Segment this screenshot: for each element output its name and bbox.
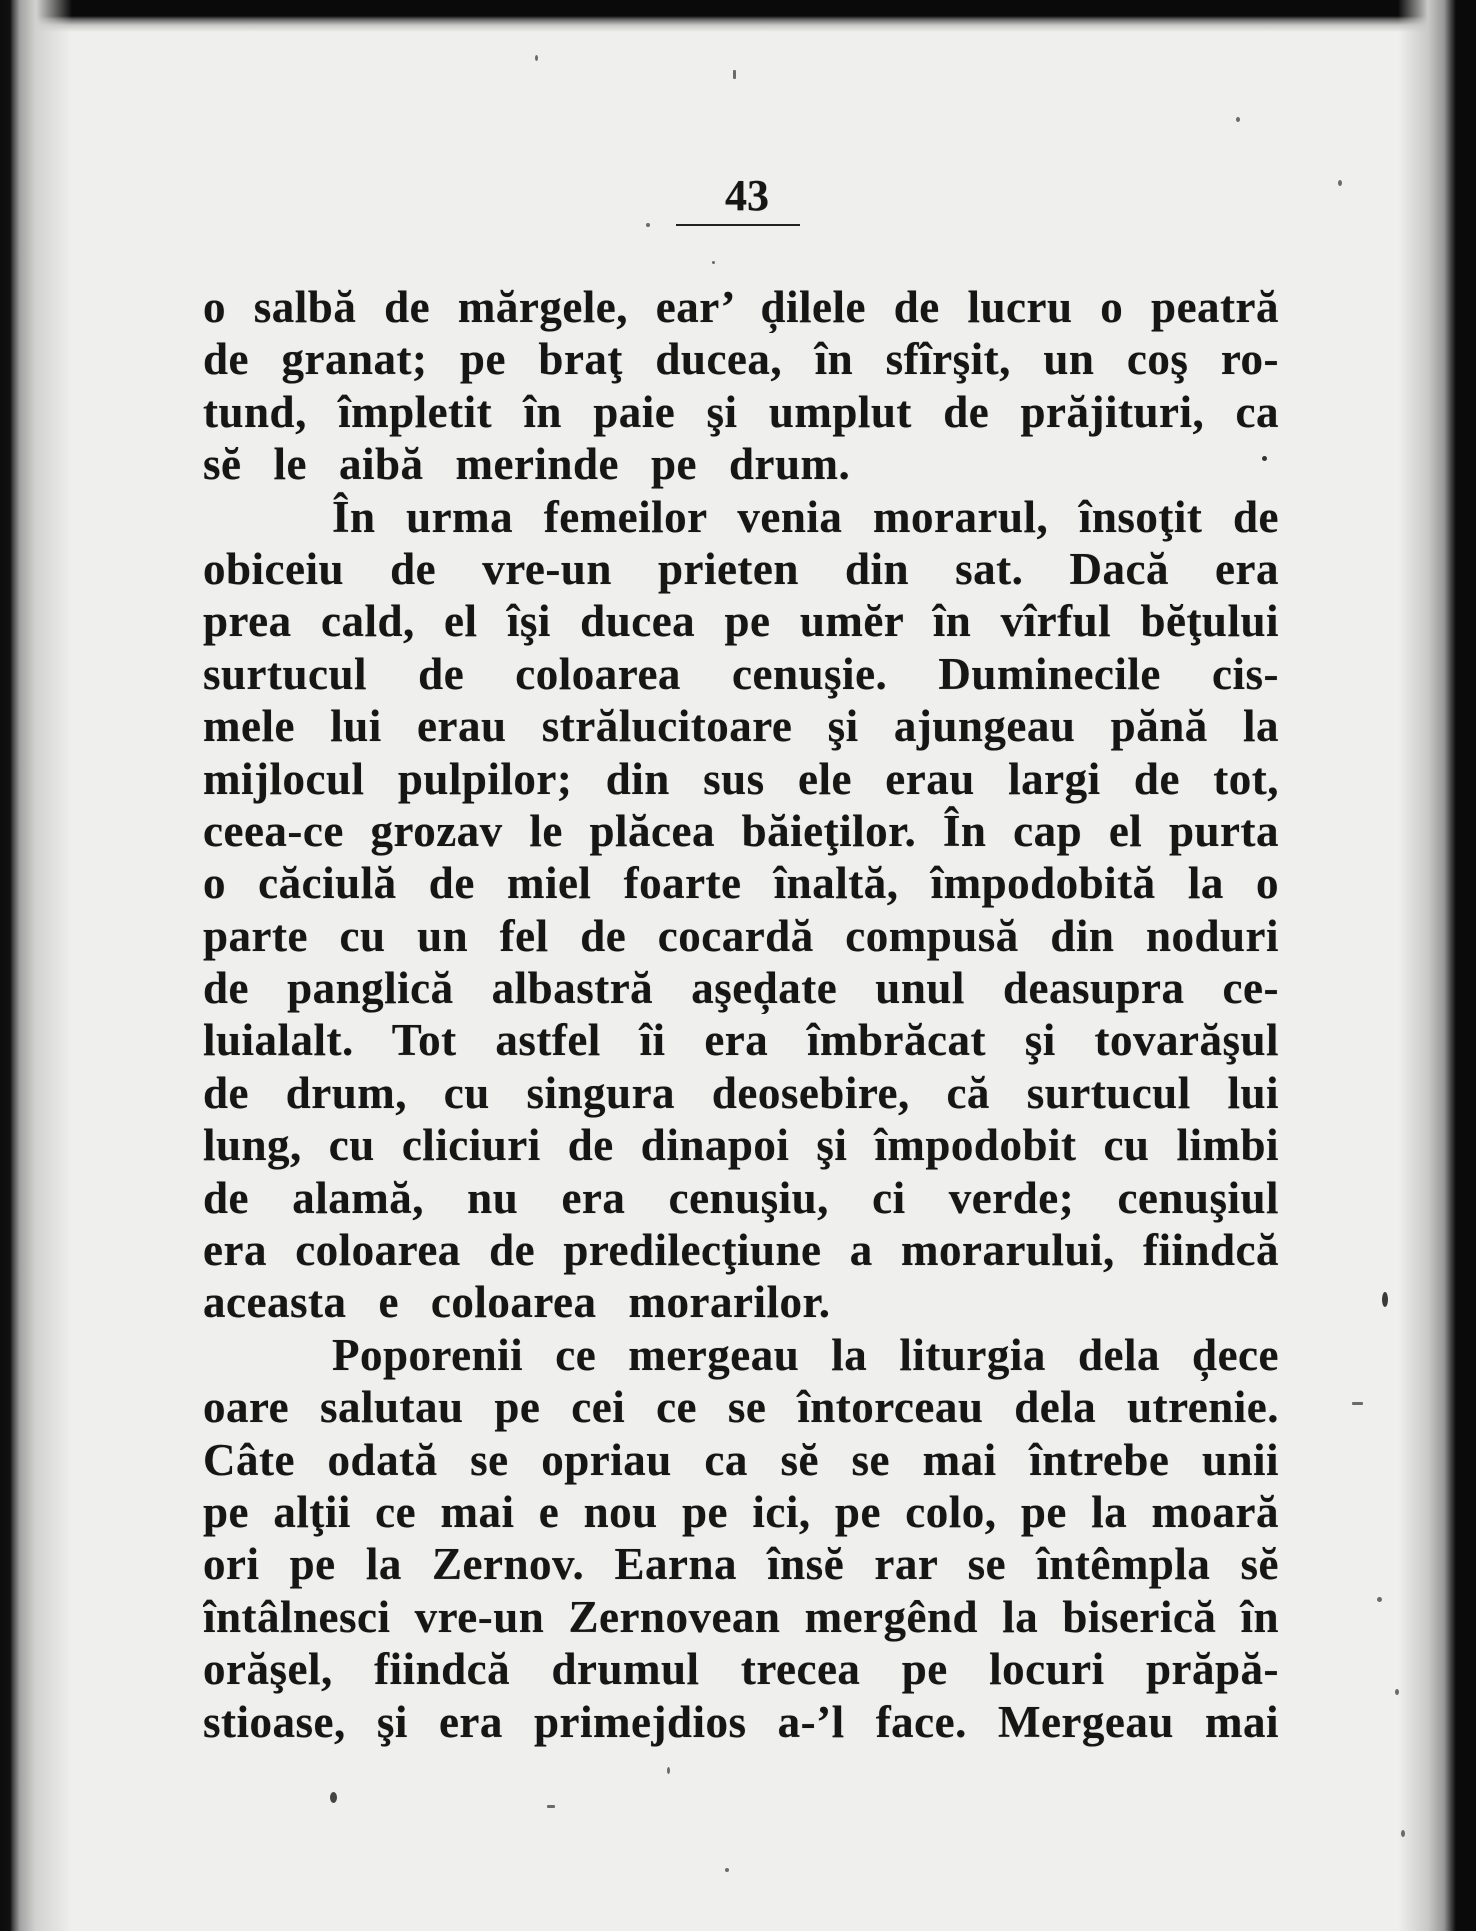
text-line: luialalt. Tot astfel îi era îmbrăcat şi tovarăşul	[203, 1015, 1279, 1066]
text-line: Câte odată se opriau ca sĕ se mai întrebe unii	[203, 1434, 1279, 1485]
text-line: În urma femeilor venia morarul, însoţit de	[332, 491, 1279, 542]
text-line: Poporenii ce mergeau la liturgia dela ḑece	[332, 1329, 1279, 1380]
text-line: lung, cu cliciuri de dinapoi şi împodobit cu limbi	[203, 1120, 1279, 1171]
text-line: parte cu un fel de cocardă compusă din noduri	[203, 910, 1279, 961]
scan-border-left	[0, 0, 72, 1931]
text-line: surtucul de coloarea cenuşie. Duminecile cis-	[203, 648, 1279, 699]
page-number-rule	[676, 224, 800, 226]
scan-speck	[1236, 117, 1240, 122]
scan-speck	[1382, 1292, 1388, 1307]
text-line: de panglică albastră aşeḑate unul deasupra ce-	[203, 963, 1279, 1014]
scan-speck	[725, 1868, 729, 1872]
scan-border-right	[1398, 0, 1476, 1931]
scan-speck	[646, 223, 650, 227]
text-line: mijlocul pulpilor; din sus ele erau largi de tot,	[203, 753, 1279, 804]
text-line: de alamă, nu era cenuşiu, ci verde; cenuşiul	[203, 1172, 1279, 1223]
text-line: prea cald, el îşi ducea pe umĕr în vîrful bĕţului	[203, 596, 1279, 647]
paragraph	[203, 1329, 1279, 1748]
text-line: oare salutau pe cei ce se întorceau dela utrenie.	[203, 1382, 1279, 1433]
text-line: sĕ le aibă merinde pe drum.	[203, 439, 851, 490]
scan-speck	[547, 1805, 555, 1808]
page-number: 43	[725, 171, 769, 220]
text-line: mele lui erau strălucitoare şi ajungeau pănă la	[203, 701, 1279, 752]
text-line: aceasta e coloarea morarilor.	[203, 1277, 831, 1328]
paragraph	[203, 491, 1279, 1329]
scan-speck	[667, 1767, 670, 1774]
scan-speck	[1401, 1830, 1405, 1837]
text-line: obiceiu de vre-un prieten din sat. Dacă era	[203, 543, 1279, 594]
scan-speck	[535, 55, 538, 61]
text-line: orăşel, fiindcă drumul trecea pe locuri prăpă-	[203, 1644, 1279, 1695]
scan-border-top	[0, 0, 1476, 32]
text-line: ceea-ce grozav le plăcea băieţilor. În cap el purta	[203, 805, 1279, 856]
scan-speck	[1338, 180, 1342, 186]
paragraph	[203, 281, 1279, 491]
text-line: stioase, şi era primejdios a-’l face. Mergeau mai	[203, 1696, 1279, 1747]
scan-speck	[1395, 1689, 1399, 1695]
scan-speck	[330, 1792, 337, 1803]
text-line: ori pe la Zernov. Earna însĕ rar se întêmpla sĕ	[203, 1539, 1279, 1590]
text-line: de granat; pe braţ ducea, în sfîrşit, un coş ro-	[203, 334, 1279, 385]
text-line: pe alţii ce mai e nou pe ici, pe colo, pe la moară	[203, 1486, 1279, 1537]
text-body	[203, 281, 1279, 1748]
text-line: întâlnesci vre-un Zernovean mergênd la biserică în	[203, 1591, 1279, 1642]
text-line: era coloarea de predilecţiune a morarului, fiindcă	[203, 1225, 1279, 1276]
text-line: de drum, cu singura deosebire, că surtucul lui	[203, 1067, 1279, 1118]
scan-speck	[712, 261, 715, 264]
scan-speck	[1352, 1402, 1363, 1405]
scan-speck	[1377, 1597, 1382, 1602]
text-line: tund, împletit în paie şi umplut de prăjituri, ca	[203, 386, 1279, 437]
text-line: o căciulă de miel foarte înaltă, împodobită la o	[203, 858, 1279, 909]
scan-speck	[733, 70, 736, 79]
text-line: o salbă de mărgele, ear’ ḑilele de lucru o peatră	[203, 282, 1279, 332]
